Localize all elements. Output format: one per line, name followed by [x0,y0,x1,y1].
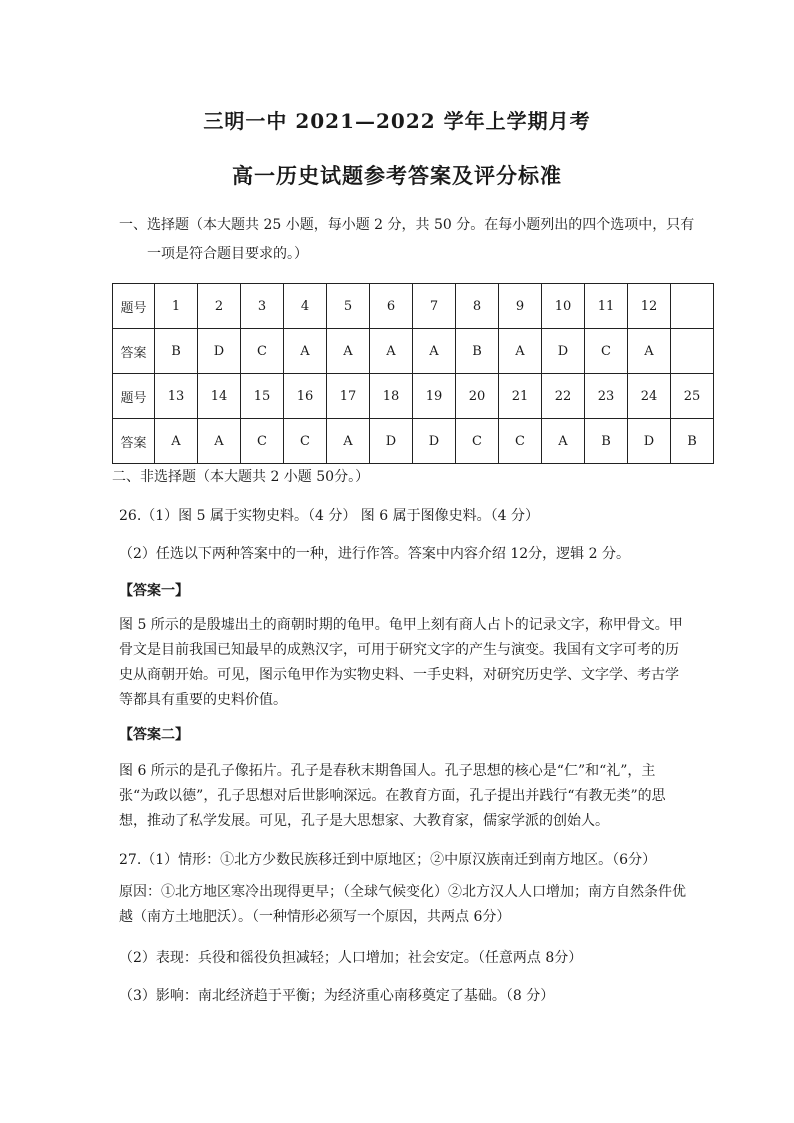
table-cell: C [456,419,499,464]
section1-intro-line1: 一、选择题（本大题共 25 小题，每小题 2 分，共 50 分。在每小题列出的四个选项中，只有 [119,217,695,233]
q27-part2: （2）表现：兵役和徭役负担减轻；人口增加；社会安定。（任意两点 8分） [119,950,583,966]
table-cell: 24 [628,374,671,419]
table-cell: B [155,329,198,374]
table-cell: 19 [413,374,456,419]
table-cell: 14 [198,374,241,419]
table-cell: 12 [628,284,671,329]
table-row-question-2 [113,374,714,419]
table-cell: 5 [327,284,370,329]
row-label-question: 题号 [113,284,155,329]
table-cell: 23 [585,374,628,419]
table-cell: A [413,329,456,374]
q26-part2: （2）任选以下两种答案中的一种，进行作答。答案中内容介绍 12分，逻辑 2 分。 [119,546,630,562]
table-cell: D [370,419,413,464]
table-cell: 1 [155,284,198,329]
q27-part1: 27.（1）情形：①北方少数民族移迁到中原地区；②中原汉族南迁到南方地区。（6分） [119,852,657,868]
table-cell: D [542,329,585,374]
row-label-question: 题号 [113,374,155,419]
table-cell: 25 [671,374,714,419]
table-cell: C [499,419,542,464]
table-cell: 16 [284,374,327,419]
table-cell: 6 [370,284,413,329]
answer-table [112,283,714,464]
section1-intro-line2: 一项是符合题目要求的。） [147,246,308,262]
row-label-answer: 答案 [113,329,155,374]
table-cell: A [327,329,370,374]
table-cell: 9 [499,284,542,329]
table-cell: D [198,329,241,374]
table-cell: 21 [499,374,542,419]
table-cell: C [241,329,284,374]
table-cell: A [327,419,370,464]
table-cell: A [284,329,327,374]
table-cell: 8 [456,284,499,329]
table-cell: A [628,329,671,374]
table-cell: A [198,419,241,464]
table-cell: A [370,329,413,374]
answer1-label: 【答案一】 [119,583,189,599]
table-cell [671,284,714,329]
table-cell: 7 [413,284,456,329]
answer1-text: 图 5 所示的是殷墟出土的商朝时期的龟甲。龟甲上刻有商人占卜的记录文字，称甲骨文。甲骨文是目前我国已知最早的成熟汉字，可用于研究文字的产生与演变。我国有文字可考的历史从商朝开始。可见，图示龟甲作为实物史料、一手史料，对研究历史学、文字学、考古学等都具有重要的史料价值。 [119,617,683,708]
table-cell: A [155,419,198,464]
table-cell: 20 [456,374,499,419]
table-cell: 11 [585,284,628,329]
answer2-label: 【答案二】 [119,727,189,743]
q27-part3: （3）影响：南北经济趋于平衡；为经济重心南移奠定了基础。（8 分） [119,988,555,1004]
table-cell: A [542,419,585,464]
table-cell: 22 [542,374,585,419]
table-cell [671,329,714,374]
table-cell: C [241,419,284,464]
section2-heading: 二、非选择题（本大题共 2 小题 50分。） [112,469,370,485]
table-cell: B [585,419,628,464]
table-cell: B [671,419,714,464]
table-row-answer-1 [113,329,714,374]
table-cell: D [628,419,671,464]
q26-part1: 26.（1）图 5 属于实物史料。（4 分） 图 6 属于图像史料。（4 分） [119,508,539,524]
document-subtitle: 高一历史试题参考答案及评分标准 [232,163,562,188]
table-cell: 17 [327,374,370,419]
table-cell: 18 [370,374,413,419]
table-cell: 4 [284,284,327,329]
table-row-answer-2 [113,419,714,464]
table-cell: C [284,419,327,464]
table-cell: 15 [241,374,284,419]
row-label-answer: 答案 [113,419,155,464]
table-row-question-1 [113,284,714,329]
table-cell: A [499,329,542,374]
table-cell: 3 [241,284,284,329]
q27-reason: 原因：①北方地区寒冷出现得更早；（全球气候变化）②北方汉人人口增加；南方自然条件优越（南方土地肥沃）。（一种情形必须写一个原因，共两点 6分） [119,884,686,925]
answer2-text: 图 6 所示的是孔子像拓片。孔子是春秋末期鲁国人。孔子思想的核心是“仁”和“礼”，主张“为政以德”，孔子思想对后世影响深远。在教育方面，孔子提出并践行“有教无类”的思想，推动了私学发展。可见，孔子是大思想家、大教育家，儒家学派的创始人。 [119,763,666,829]
table-cell: D [413,419,456,464]
table-cell: 13 [155,374,198,419]
table-cell: B [456,329,499,374]
table-cell: C [585,329,628,374]
document-title: 三明一中 2021—2022 学年上学期月考 [203,109,591,133]
table-cell: 2 [198,284,241,329]
table-cell: 10 [542,284,585,329]
